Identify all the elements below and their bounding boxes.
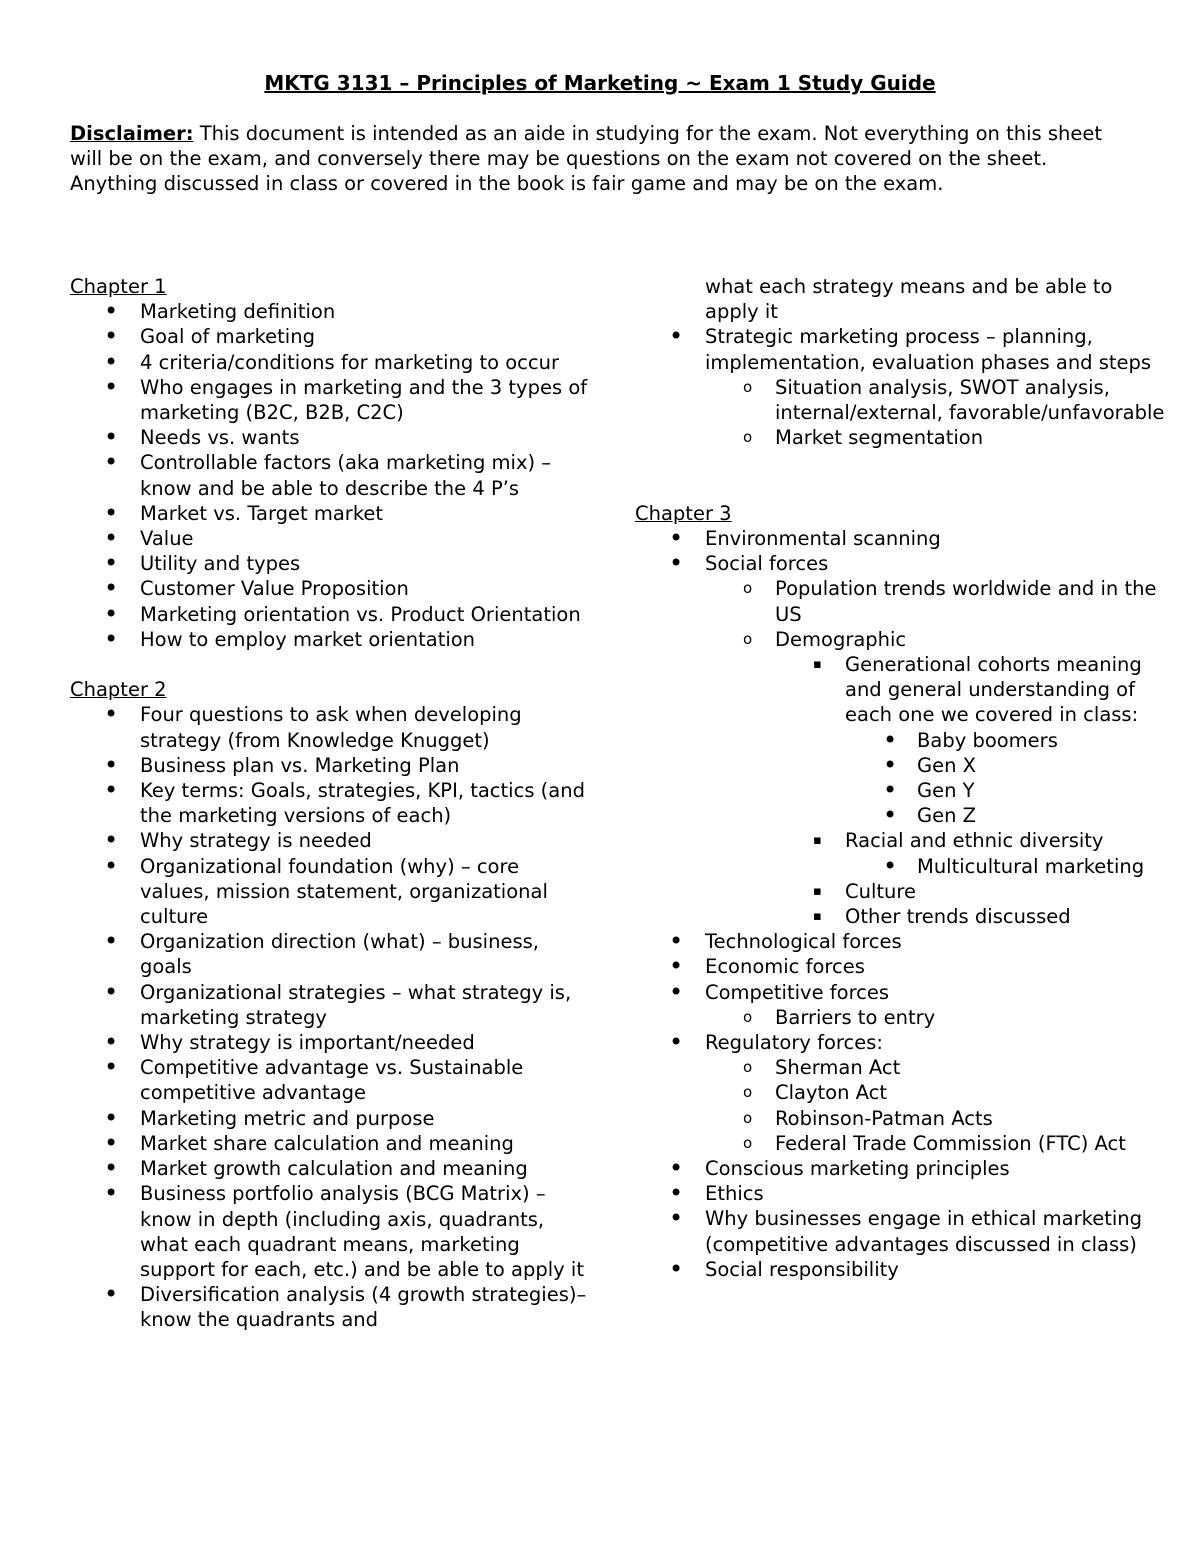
bullet-icon bbox=[104, 854, 118, 880]
list-item: • Who engages in marketing and the 3 types of marketing (B2C, B2B, C2C) bbox=[70, 375, 590, 425]
section-gap bbox=[635, 450, 1165, 475]
list-item: • Economic forces bbox=[635, 954, 1165, 979]
bullet-icon bbox=[669, 954, 683, 980]
sub-sub-list-item: ▪ Generational cohorts meaning and general understanding of each one we covered in class: bbox=[635, 652, 1165, 728]
list-item: • Market share calculation and meaning bbox=[70, 1131, 590, 1156]
square-bullet-icon bbox=[813, 828, 822, 853]
circle-bullet-icon bbox=[743, 1005, 752, 1030]
bullet-icon bbox=[104, 980, 118, 1006]
circle-bullet-icon bbox=[743, 576, 752, 601]
list-item: • Marketing definition bbox=[70, 299, 590, 324]
sub-sub-list-item: ▪ Racial and ethnic diversity bbox=[635, 828, 1165, 853]
sub-list-item: o Sherman Act bbox=[635, 1055, 1165, 1080]
bullet-icon bbox=[104, 778, 118, 804]
list-item: • Competitive advantage vs. Sustainable competitive advantage bbox=[70, 1055, 590, 1105]
list-item: • Four questions to ask when developing strategy (from Knowledge Knugget) bbox=[70, 702, 590, 752]
disclaimer-text: This document is intended as an aide in studying for the exam. Not everything on this sheet will be on the exam, and conversely there may be questions on the exam not covered on the sheet. Anything discussed in class or covered in the book is fair game and may be on the exam. bbox=[70, 122, 1103, 196]
bullet-icon bbox=[883, 803, 897, 829]
circle-bullet-icon bbox=[743, 425, 752, 450]
list-item: • Strategic marketing process – planning, implementation, evaluation phases and steps bbox=[635, 324, 1165, 374]
list-item: • Goal of marketing bbox=[70, 324, 590, 349]
list-item: • Competitive forces bbox=[635, 980, 1165, 1005]
list-item: • Environmental scanning bbox=[635, 526, 1165, 551]
bullet-icon bbox=[104, 1055, 118, 1081]
list-item: • Controllable factors (aka marketing mix) – know and be able to describe the 4 P’s bbox=[70, 450, 590, 500]
bullet-icon bbox=[669, 1257, 683, 1283]
section-gap bbox=[70, 652, 590, 677]
sub-list-item: o Situation analysis, SWOT analysis, internal/external, favorable/unfavorable bbox=[635, 375, 1165, 425]
square-bullet-icon bbox=[813, 652, 822, 677]
bullet-icon bbox=[104, 602, 118, 628]
list-item: • How to employ market orientation bbox=[70, 627, 590, 652]
list-item: • Key terms: Goals, strategies, KPI, tactics (and the marketing versions of each) bbox=[70, 778, 590, 828]
list-item: • Why businesses engage in ethical marketing (competitive advantages discussed in class) bbox=[635, 1206, 1165, 1256]
cohort-item: • Gen Z bbox=[635, 803, 1165, 828]
bullet-icon bbox=[104, 324, 118, 350]
bullet-icon bbox=[669, 551, 683, 577]
list-item: • Utility and types bbox=[70, 551, 590, 576]
cohort-item: • Gen X bbox=[635, 753, 1165, 778]
bullet-icon bbox=[104, 1106, 118, 1132]
sub-list-item: o Demographic bbox=[635, 627, 1165, 652]
list-item: • Ethics bbox=[635, 1181, 1165, 1206]
sub-list-item: o Clayton Act bbox=[635, 1080, 1165, 1105]
sub-sub-list-item: ▪ Culture bbox=[635, 879, 1165, 904]
bullet-icon bbox=[104, 350, 118, 376]
list-item-continued: what each strategy means and be able to apply it bbox=[705, 275, 1113, 324]
bullet-icon bbox=[104, 1181, 118, 1207]
chapter-1-heading: Chapter 1 bbox=[70, 275, 167, 298]
bullet-icon bbox=[104, 929, 118, 955]
circle-bullet-icon bbox=[743, 1055, 752, 1080]
list-item: • Value bbox=[70, 526, 590, 551]
list-item: • Conscious marketing principles bbox=[635, 1156, 1165, 1181]
list-item: • 4 criteria/conditions for marketing to occur bbox=[70, 350, 590, 375]
sub-sub-list-item: ▪ Other trends discussed bbox=[635, 904, 1165, 929]
list-item: • Organization direction (what) – business, goals bbox=[70, 929, 590, 979]
list-item: • Business portfolio analysis (BCG Matrix) – know in depth (including axis, quadrants, what each quadrant means, marketing support for each, etc.) and be able to apply it bbox=[70, 1181, 590, 1282]
list-item: • Why strategy is important/needed bbox=[70, 1030, 590, 1055]
disclaimer-label: Disclaimer: bbox=[70, 122, 194, 145]
list-item: • Why strategy is needed bbox=[70, 828, 590, 853]
section-gap bbox=[635, 476, 1165, 501]
bullet-icon bbox=[883, 728, 897, 754]
bullet-icon bbox=[104, 702, 118, 728]
bullet-icon bbox=[104, 1282, 118, 1308]
bullet-icon bbox=[669, 324, 683, 350]
disclaimer-paragraph bbox=[70, 121, 1140, 197]
list-item: • Social forces bbox=[635, 551, 1165, 576]
list-item: • Market growth calculation and meaning bbox=[70, 1156, 590, 1181]
square-bullet-icon bbox=[813, 879, 822, 904]
sub-list-item: o Market segmentation bbox=[635, 425, 1165, 450]
list-item: • Marketing metric and purpose bbox=[70, 1106, 590, 1131]
circle-bullet-icon bbox=[743, 1080, 752, 1105]
cohort-item: • Gen Y bbox=[635, 778, 1165, 803]
cohort-item: • Baby boomers bbox=[635, 728, 1165, 753]
chapter-3-heading: Chapter 3 bbox=[635, 501, 732, 525]
sub-list-item: o Barriers to entry bbox=[635, 1005, 1165, 1030]
left-column bbox=[70, 274, 590, 1333]
sub-list-item: o Population trends worldwide and in the US bbox=[635, 576, 1165, 626]
circle-bullet-icon bbox=[743, 627, 752, 652]
circle-bullet-icon bbox=[743, 1131, 752, 1156]
bullet-icon bbox=[104, 375, 118, 401]
list-item: • Market vs. Target market bbox=[70, 501, 590, 526]
list-item: • Regulatory forces: bbox=[635, 1030, 1165, 1055]
right-column bbox=[635, 274, 1165, 1282]
list-item: • Diversification analysis (4 growth strategies)– know the quadrants and bbox=[70, 1282, 590, 1332]
bullet-icon bbox=[104, 450, 118, 476]
list-item: • Organizational foundation (why) – core values, mission statement, organizational culture bbox=[70, 854, 590, 930]
list-item: • Social responsibility bbox=[635, 1257, 1165, 1282]
list-item: • Business plan vs. Marketing Plan bbox=[70, 753, 590, 778]
bullet-icon bbox=[104, 828, 118, 854]
page-title: MKTG 3131 – Principles of Marketing ~ Exam 1 Study Guide bbox=[264, 71, 936, 95]
list-item: • Organizational strategies – what strategy is, marketing strategy bbox=[70, 980, 590, 1030]
chapter-2-heading: Chapter 2 bbox=[70, 678, 167, 702]
bullet-icon bbox=[883, 854, 897, 880]
bullet-icon bbox=[669, 1030, 683, 1056]
circle-bullet-icon bbox=[743, 375, 752, 400]
list-item: • Technological forces bbox=[635, 929, 1165, 954]
sub-list-item: o Federal Trade Commission (FTC) Act bbox=[635, 1131, 1165, 1156]
circle-bullet-icon bbox=[743, 1106, 752, 1131]
bullet-icon bbox=[104, 576, 118, 602]
bullet-icon bbox=[104, 627, 118, 653]
list-item: • Marketing orientation vs. Product Orientation bbox=[70, 602, 590, 627]
cohort-item: • Multicultural marketing bbox=[635, 854, 1165, 879]
sub-list-item: o Robinson-Patman Acts bbox=[635, 1106, 1165, 1131]
list-item: • Needs vs. wants bbox=[70, 425, 590, 450]
bullet-icon bbox=[669, 980, 683, 1006]
bullet-icon bbox=[669, 1206, 683, 1232]
list-item: • Customer Value Proposition bbox=[70, 576, 590, 601]
square-bullet-icon bbox=[813, 904, 822, 929]
